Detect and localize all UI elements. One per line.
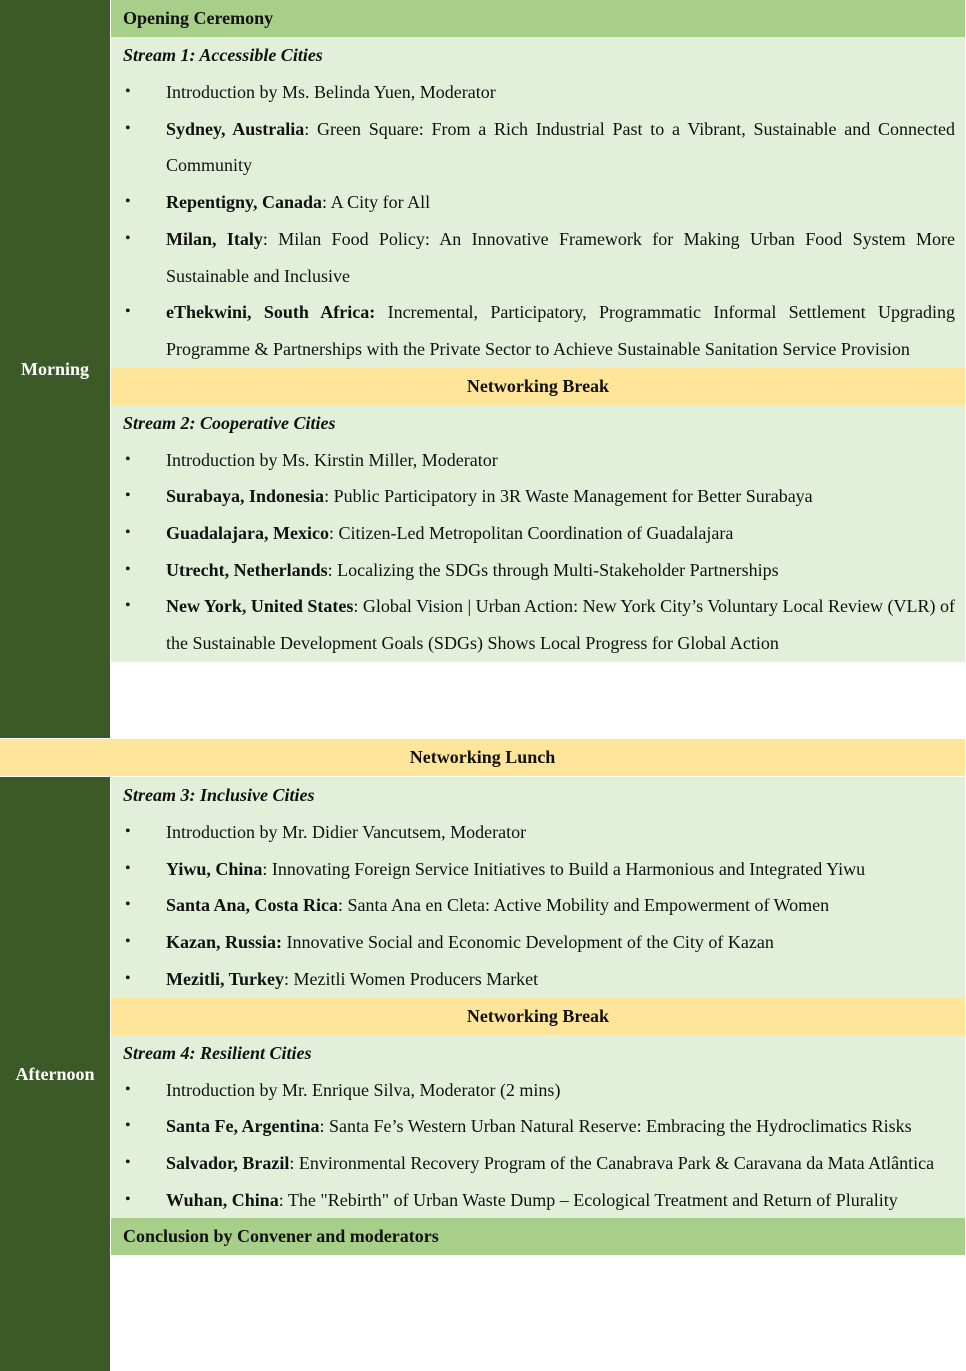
list-item: • Surabaya, Indonesia: Public Participatory in 3R Waste Management for Better Surabaya [125,486,813,507]
afternoon-session-label: Afternoon [0,777,110,1371]
list-item: • eThekwini, South Africa: Incremental, Participatory, Programmatic Informal Settlement Upgrading Programme & Partnerships with the Private Sector to Achieve Sustainable Sanitation Service Provision [125,302,955,359]
stream-title: Stream 3: Inclusive Cities [123,785,315,805]
list-item: • Salvador, Brazil: Environmental Recovery Program of the Canabrava Park & Caravana da Mata Atlântica [125,1152,935,1173]
networking-break: Networking Break [111,998,965,1035]
list-item: • New York, United States: Global Vision | Urban Action: New York City’s Voluntary Local Review (VLR) of the Sustainable Development Goals (SDGs) Shows Local Progress for Global Action [125,596,955,654]
list-item: • Introduction by Ms. Kirstin Miller, Moderator [125,449,498,470]
stream-title: Stream 1: Accessible Cities [123,45,323,65]
list-item: • Milan, Italy: Milan Food Policy: An Innovative Framework for Making Urban Food System More Sustainable and Inclusive [125,228,955,286]
morning-content [111,0,965,662]
list-item: • Guadalajara, Mexico: Citizen-Led Metropolitan Coordination of Guadalajara [125,523,734,544]
list-item: • Wuhan, China: The "Rebirth" of Urban Waste Dump – Ecological Treatment and Return of Plurality [125,1189,898,1210]
stream-3 [111,777,965,998]
stream-title: Stream 4: Resilient Cities [123,1042,312,1063]
list-item: • Santa Fe, Argentina: Santa Fe’s Western Urban Natural Reserve: Embracing the Hydroclimatics Risks [125,1116,912,1137]
list-item: • Mezitli, Turkey: Mezitli Women Producers Market [125,968,539,989]
stream-title: Stream 2: Cooperative Cities [123,412,336,433]
list-item: • Yiwu, China: Innovating Foreign Service Initiatives to Build a Harmonious and Integrated Yiwu [125,858,866,879]
stream-2 [111,405,965,662]
list-item: • Santa Ana, Costa Rica: Santa Ana en Cleta: Active Mobility and Empowerment of Women [125,895,830,916]
afternoon-content [111,777,965,1255]
conclusion: Conclusion by Convener and moderators [111,1218,965,1255]
list-item: • Introduction by Mr. Enrique Silva, Moderator (2 mins) [125,1079,561,1100]
list-item: • Introduction by Mr. Didier Vancutsem, Moderator [125,822,527,842]
list-item: • Repentigny, Canada: A City for All [125,192,431,213]
stream-4 [111,1035,965,1219]
opening-ceremony: Opening Ceremony [111,0,965,37]
list-item: • Sydney, Australia: Green Square: From a Rich Industrial Past to a Vibrant, Sustainable and Connected Community [125,118,955,176]
networking-lunch: Networking Lunch [0,739,965,776]
stream-1 [111,37,965,368]
list-item: • Utrecht, Netherlands: Localizing the SDGs through Multi-Stakeholder Partnerships [125,559,779,580]
morning-session-label: Morning [0,0,110,738]
networking-break: Networking Break [111,368,965,405]
list-item: • Introduction by Ms. Belinda Yuen, Moderator [125,82,496,102]
list-item: • Kazan, Russia: Innovative Social and Economic Development of the City of Kazan [125,932,774,953]
